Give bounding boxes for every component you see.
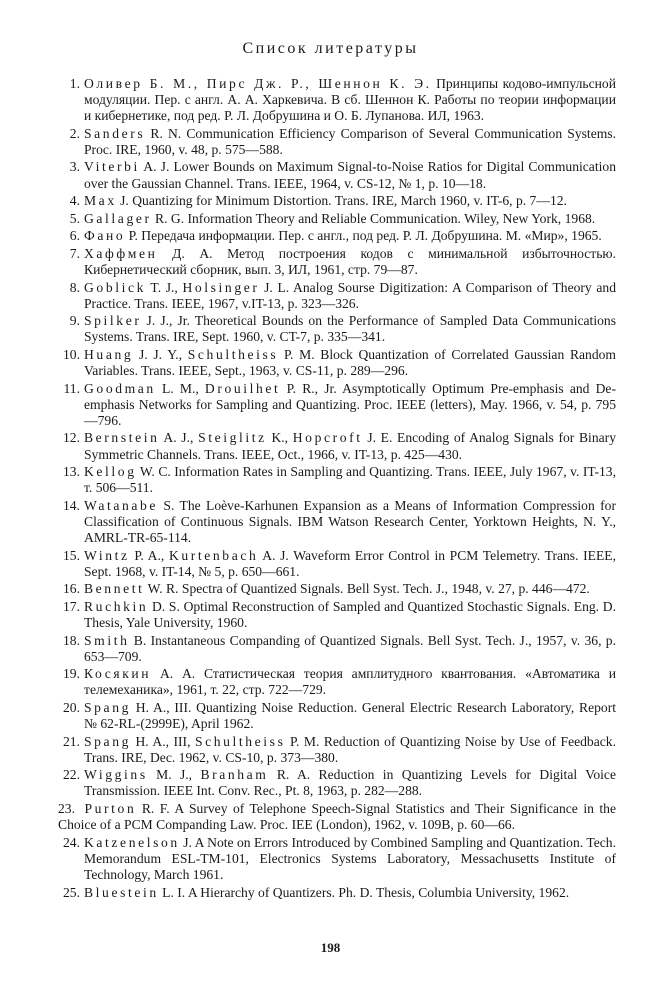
reference-number: 8. <box>69 279 80 295</box>
reference-body <box>84 581 616 597</box>
reference-body <box>84 633 616 665</box>
reference-item <box>58 126 616 158</box>
reference-number: 7. <box>69 245 80 261</box>
reference-author: Smith <box>84 632 130 648</box>
reference-text: L. I. A Hierarchy of Quantizers. Ph. D. Thesis, Columbia University, 1962. <box>158 884 570 900</box>
reference-body <box>84 430 616 462</box>
reference-item <box>58 76 616 124</box>
reference-number: 2. <box>69 125 80 141</box>
reference-author: Ruchkin <box>84 598 149 614</box>
reference-author: Watanabe <box>84 497 159 513</box>
reference-author: Schultheiss <box>194 733 286 749</box>
reference-text: J. J., Jr. Theoretical Bounds on the Performance of Sampled Data Communications Systems. Trans. IRE, Sept. 1960, v. CT-7, p. 335—341. <box>84 313 616 345</box>
reference-item <box>58 767 616 799</box>
reference-text: K., <box>266 430 293 446</box>
reference-body <box>84 885 616 901</box>
reference-number: 24. <box>63 834 80 850</box>
reference-list <box>58 76 616 902</box>
reference-item <box>58 581 616 597</box>
reference-author: Branham <box>200 767 269 783</box>
reference-text: R. G. Information Theory and Reliable Communication. Wiley, New York, 1968. <box>151 210 596 226</box>
reference-author: Spang <box>84 699 131 715</box>
reference-item <box>58 313 616 345</box>
reference-body <box>84 666 616 698</box>
reference-author: Kurtenbach <box>168 547 259 563</box>
page-title: Список литературы <box>242 40 419 57</box>
reference-text: P. M. Reduction of Quantizing Noise by Use of Feedback. Trans. IRE, Dec. 1962, v. CS-10, p. 373—380. <box>84 733 616 765</box>
reference-item <box>58 280 616 312</box>
reference-author: Katzenelson <box>84 834 180 850</box>
reference-author: Косякин <box>84 666 152 682</box>
reference-number: 3. <box>69 159 80 175</box>
reference-body <box>84 211 616 227</box>
reference-author: Goblick <box>84 279 146 295</box>
reference-item <box>58 211 616 227</box>
reference-number: 16. <box>63 581 80 597</box>
reference-body <box>84 126 616 158</box>
reference-item <box>58 347 616 379</box>
reference-number: 1. <box>69 76 80 91</box>
reference-text: Д. А. Метод построения кодов с минимальной избыточностью. Кибернетический сборник, вып. 3, ИЛ, 1961, стр. 79—87. <box>84 245 616 278</box>
reference-author: Goodman <box>84 380 156 396</box>
reference-text: Р. Передача информации. Пер. с англ., под ред. Р. Л. Добрушина. М. «Мир», 1965. <box>125 228 602 244</box>
reference-author: Holsinger <box>182 279 260 295</box>
reference-body <box>84 280 616 312</box>
reference-text: W. C. Information Rates in Sampling and Quantizing. Trans. IEEE, July 1967, v. IT-13, т. 506—511. <box>84 464 616 496</box>
reference-author: Фано <box>84 228 126 244</box>
reference-author: Bluestein <box>84 884 159 900</box>
reference-text: M. J., <box>147 767 201 783</box>
reference-body <box>84 246 616 278</box>
reference-text: T. J., <box>146 279 183 295</box>
reference-number: 19. <box>63 666 80 682</box>
reference-number: 11. <box>63 380 80 396</box>
reference-body <box>84 599 616 631</box>
reference-text: R. F. A Survey of Telephone Speech-Signal Statistics and Their Significance in the Choice of a PCM Companding Law. Proc. IEE (London), 1962, v. 109B, p. 60—66. <box>58 801 616 833</box>
reference-author: Huang <box>84 347 134 362</box>
reference-item <box>58 801 616 833</box>
reference-number: 22. <box>63 767 80 783</box>
reference-author: Оливер Б. М., Пирс Дж. Р., Шеннон К. Э. <box>84 76 432 91</box>
reference-author: Wintz <box>84 547 130 563</box>
reference-text: J. E. Encoding of Analog Signals for Binary Symmetric Channels. Trans. IEEE, Oct., 1966, v. IT-13, p. 425—430. <box>84 430 616 462</box>
reference-number: 9. <box>69 313 80 329</box>
reference-text: J. L. Analog Sourse Digitization: A Comparison of Theory and Practice. Trans. IEEE, 1967, v.IT-13, p. 323—326. <box>84 279 617 311</box>
reference-text: H. A., III. Quantizing Noise Reduction. General Electric Research Laboratory, Report № 62-RL-(2999E), April 1962. <box>84 699 616 732</box>
reference-body <box>84 193 616 209</box>
reference-number: 17. <box>63 598 80 614</box>
reference-author: Bernstein <box>84 430 160 446</box>
reference-author: Purton <box>84 801 137 817</box>
reference-text: J. J. Y., <box>133 347 188 362</box>
reference-text: D. S. Optimal Reconstruction of Sampled and Quantized Stochastic Signals. Eng. D. Thesis, Yale University, 1960. <box>84 598 616 630</box>
reference-number: 15. <box>63 547 80 563</box>
reference-text: A. J. Waveform Error Control in PCM Telemetry. Trans. IEEE, Sept. 1968, v. IT-14, № 5, p. 650—661. <box>84 547 616 579</box>
reference-author: Bennett <box>84 581 145 597</box>
reference-item <box>58 548 616 580</box>
reference-body <box>84 313 616 345</box>
reference-author: Хаффмен <box>84 245 158 261</box>
reference-item <box>58 700 616 732</box>
reference-text: H. A., III, <box>130 733 195 749</box>
reference-text: Принципы кодово-импульсной модуляции. Пер. с англ. А. А. Харкевича. В сб. Шеннон К. Работы по теории информации и кибернетике, под ред. Р. Л. Добрушина и О. Б. Лупанова. ИЛ, 1963. <box>84 76 616 124</box>
reference-item <box>58 599 616 631</box>
reference-body <box>84 835 616 883</box>
reference-text: A. J. Lower Bounds on Maximum Signal-to-Noise Ratios for Digital Communication over the Gaussian Channel. Trans. IEEE, 1964, v. CS-12, № 1, p. 10—18. <box>84 159 616 191</box>
reference-number: 18. <box>63 632 80 648</box>
reference-item <box>58 381 616 429</box>
reference-item <box>58 193 616 209</box>
reference-number: 10. <box>63 347 80 362</box>
reference-body <box>84 347 616 379</box>
reference-body <box>84 734 616 766</box>
reference-author: Wiggins <box>84 767 148 783</box>
reference-author: Schultheiss <box>187 347 279 362</box>
reference-item <box>58 159 616 191</box>
reference-author: Max <box>84 193 117 209</box>
reference-number: 23. <box>58 801 75 817</box>
reference-item <box>58 835 616 883</box>
reference-body <box>84 498 616 546</box>
reference-author: Sanders <box>84 125 146 141</box>
reference-item <box>58 464 616 496</box>
reference-text: L. M., <box>155 380 205 396</box>
reference-number: 21. <box>63 733 80 749</box>
reference-item <box>58 430 616 462</box>
reference-text: B. Instantaneous Companding of Quantized Signals. Bell Syst. Tech. J., 1957, v. 36, p. 653—709. <box>84 632 616 664</box>
reference-item <box>58 228 616 244</box>
reference-text: J. A Note on Errors Introduced by Combined Sampling and Quantization. Tech. Memorandum ESL-TM-101, Electronics Systems Laboratory, Messachusetts Institute of Technology, March 1961. <box>84 834 616 882</box>
reference-body <box>84 381 616 429</box>
reference-text: P. A., <box>129 547 169 563</box>
reference-number: 12. <box>63 430 80 446</box>
reference-number: 13. <box>63 464 80 480</box>
reference-item <box>58 498 616 546</box>
reference-number: 5. <box>69 210 80 226</box>
reference-item <box>58 633 616 665</box>
reference-text: S. The Loève-Karhunen Expansion as a Means of Information Compression for Classification of Continuous Signals. IBM Watson Research Center, Yorktown Heights, N. Y., AMRL-TR-65-114. <box>84 497 616 546</box>
reference-number: 14. <box>63 497 80 513</box>
reference-body <box>84 548 616 580</box>
reference-body <box>84 464 616 496</box>
reference-text: W. R. Spectra of Quantized Signals. Bell Syst. Tech. J., 1948, v. 27, p. 446—472. <box>144 581 590 597</box>
reference-number: 4. <box>69 193 80 209</box>
reference-text: A. J., <box>159 430 199 446</box>
reference-text: P. M. Block Quantization of Correlated Gaussian Random Variables. Trans. IEEE, Sept., 1963, v. CS-11, p. 289—296. <box>84 347 617 379</box>
reference-author: Gallager <box>84 210 152 226</box>
reference-item <box>58 885 616 901</box>
reference-body <box>84 767 616 799</box>
reference-number: 25. <box>63 884 80 900</box>
reference-text: R. N. Communication Efficiency Comparison of Several Communication Systems. Proc. IRE, 1960, v. 48, p. 575—588. <box>84 125 616 157</box>
reference-body <box>58 801 616 832</box>
reference-author: Spang <box>84 733 131 749</box>
reference-author: Steiglitz <box>198 430 267 446</box>
reference-author: Kellog <box>84 464 137 480</box>
reference-author: Spilker <box>84 313 142 329</box>
reference-number: 6. <box>69 228 80 244</box>
reference-body <box>84 228 616 244</box>
reference-body <box>84 159 616 191</box>
reference-author: Hopcroft <box>292 430 363 446</box>
reference-body <box>84 700 616 732</box>
reference-number: 20. <box>63 699 80 715</box>
reference-item <box>58 734 616 766</box>
reference-item <box>58 666 616 698</box>
reference-author: Drouilhet <box>204 380 281 396</box>
reference-text: J. Quantizing for Minimum Distortion. Trans. IRE, March 1960, v. IT-6, p. 7—12. <box>116 193 567 209</box>
reference-author: Viterbi <box>84 159 140 175</box>
reference-body <box>84 76 616 124</box>
reference-text: А. А. Статистическая теория амплитудного квантования. «Автоматика и телемеханика», 1961, т. 22, стр. 722—729. <box>84 666 616 698</box>
reference-text: R. A. Reduction in Quantizing Levels for Digital Voice Transmission. IEEE Int. Conv. Rec., Pt. 8, 1963, p. 282—288. <box>84 767 616 799</box>
reference-text: P. R., Jr. Asymptotically Optimum Pre-emphasis and De-emphasis Networks for Sampling and Quantizing. Proc. IEEE (letters), May. 1966, v. 54, p. 795—796. <box>84 380 616 428</box>
page-number: 198 <box>320 940 341 955</box>
reference-item <box>58 246 616 278</box>
